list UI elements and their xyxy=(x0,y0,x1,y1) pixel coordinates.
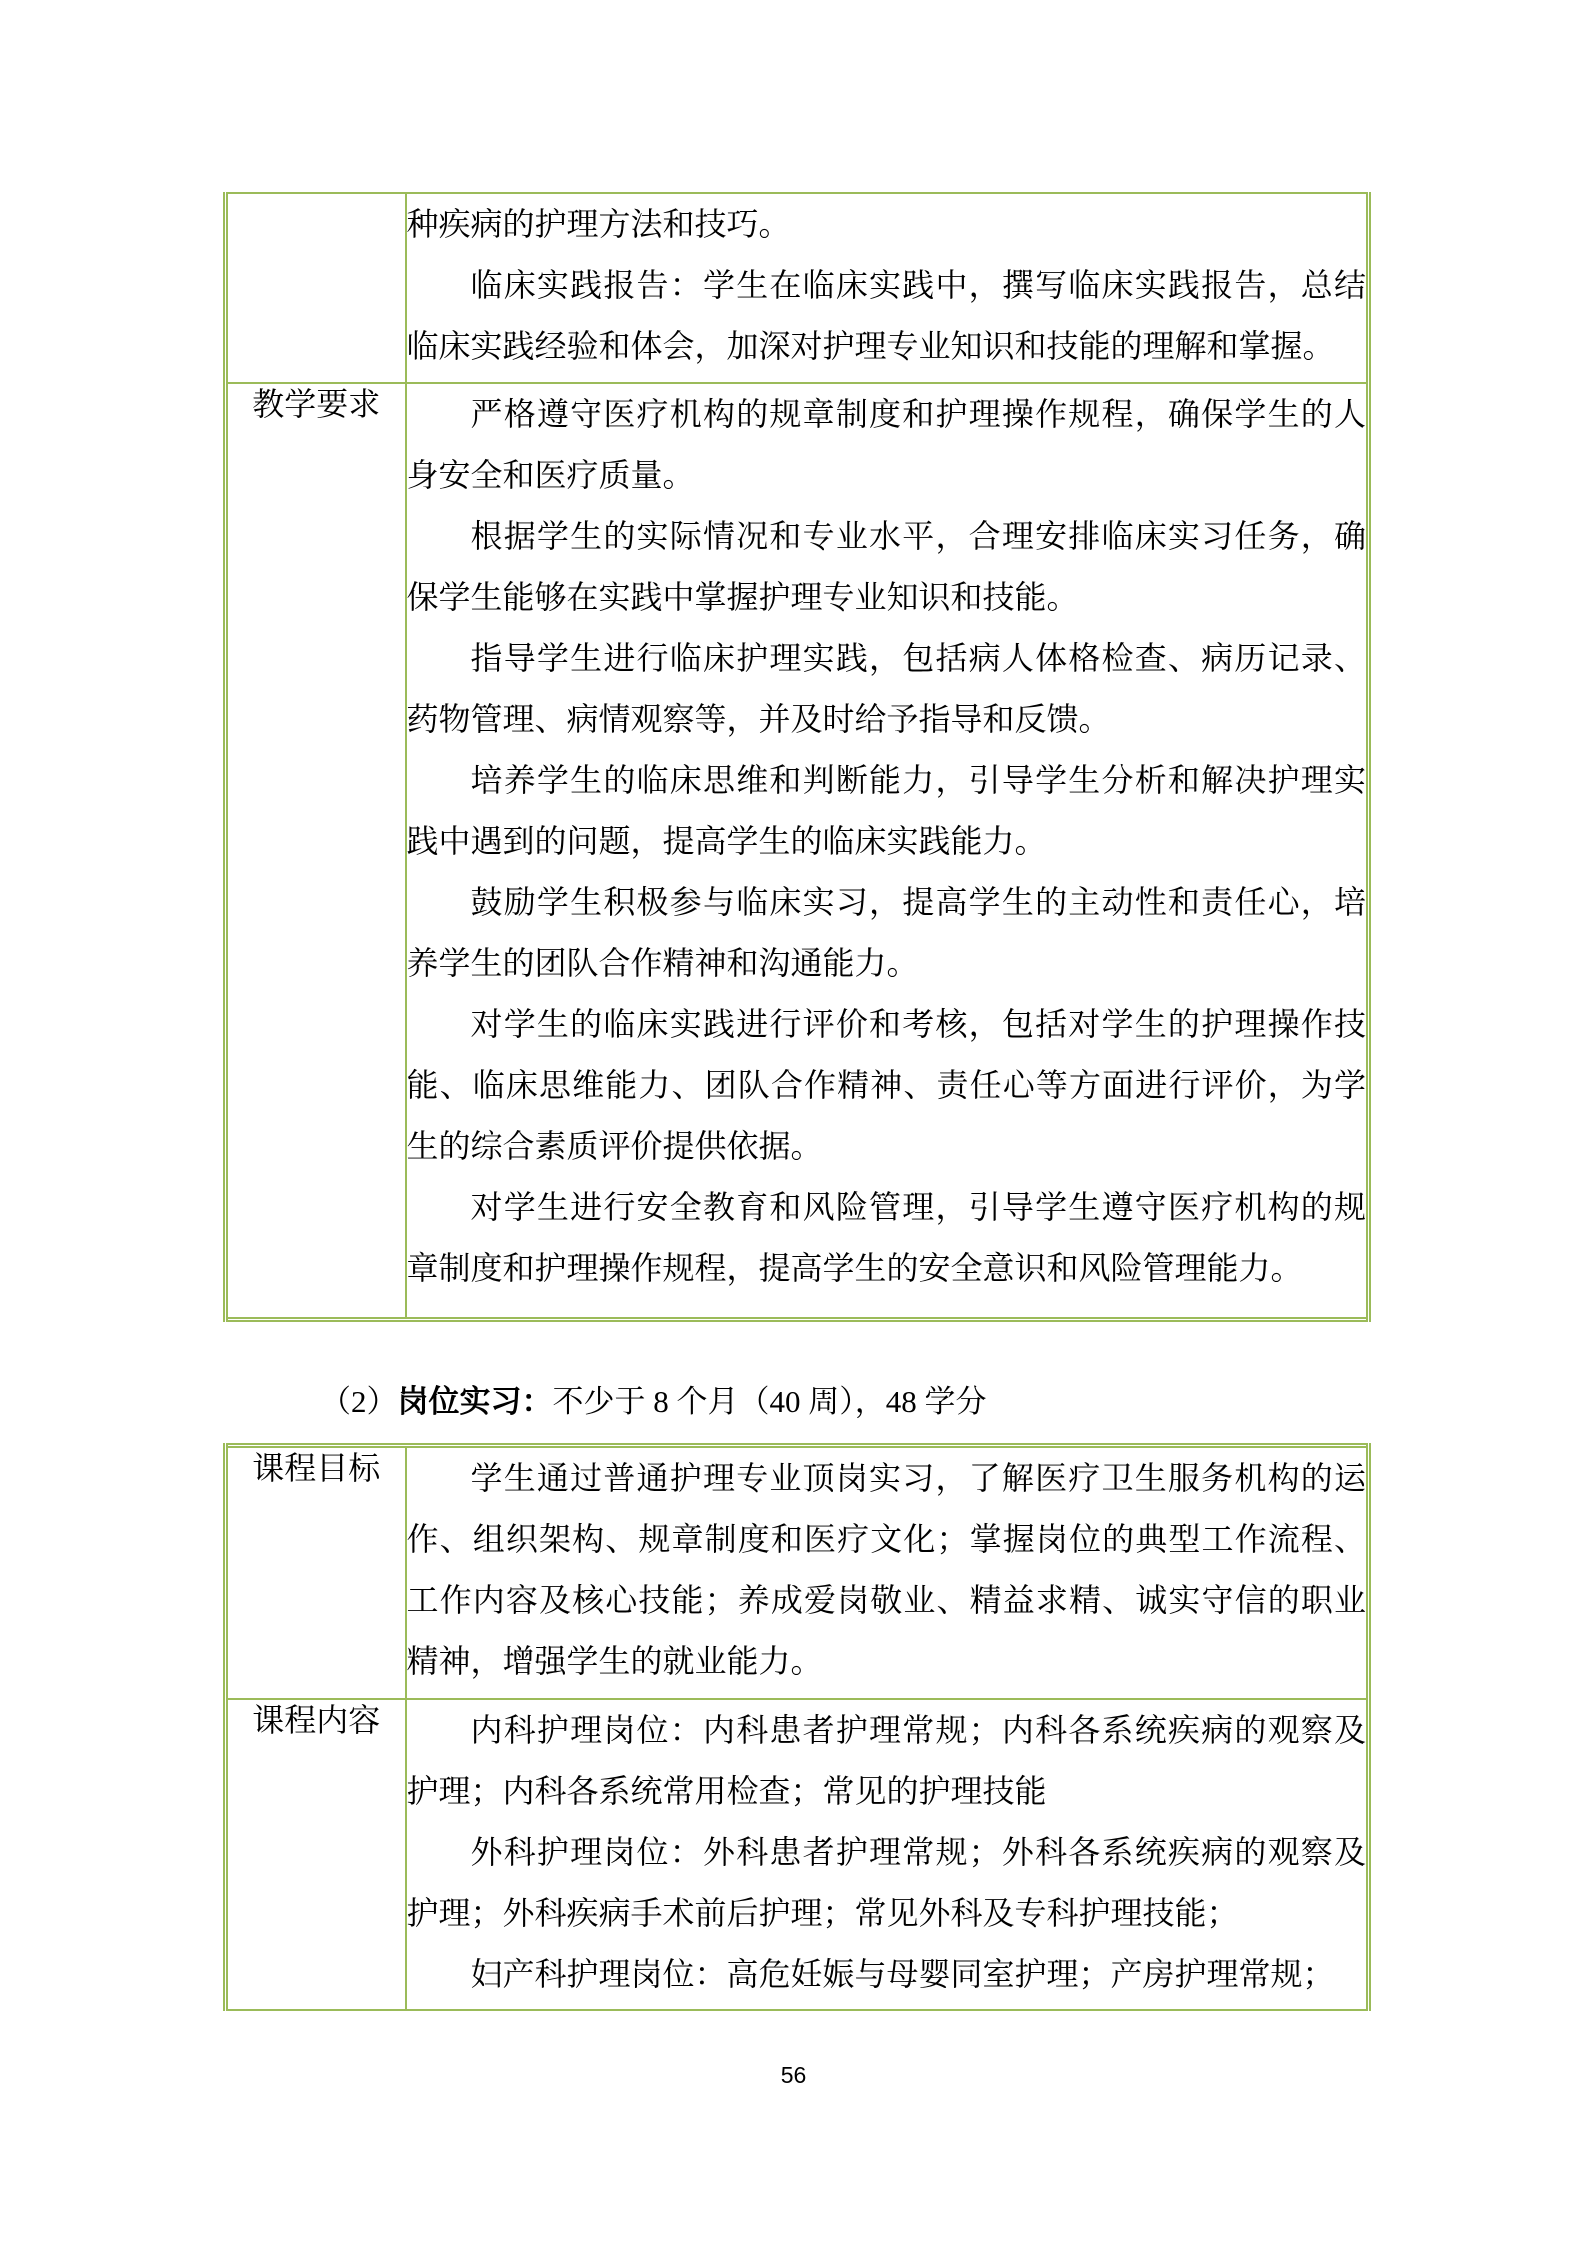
row-label-cell: 教学要求 xyxy=(226,383,406,1319)
cell-text xyxy=(407,384,1367,1314)
paragraph: 临床实践报告：学生在临床实践中，撰写临床实践报告，总结临床实践经验和体会，加深对护理专业知识和技能的理解和掌握。 xyxy=(406,267,1366,364)
row-label-cell xyxy=(226,193,406,383)
paragraph: 鼓励学生积极参与临床实习，提高学生的主动性和责任心，培养学生的团队合作精神和沟通能力。 xyxy=(406,884,1366,981)
paragraph: 妇产科护理岗位：高危妊娠与母婴同室护理；产房护理常规； xyxy=(470,1955,1335,1992)
paragraph: 根据学生的实际情况和专业水平，合理安排临床实习任务，确保学生能够在实践中掌握护理专业知识和技能。 xyxy=(406,518,1366,615)
row-label-cell: 课程目标 xyxy=(226,1446,406,1699)
table-row xyxy=(226,193,1369,383)
cell-text xyxy=(407,1700,1367,2004)
table-row xyxy=(226,383,1369,1319)
heading-detail: 不少于 8 个月（40 周），48 学分 xyxy=(552,1384,987,1419)
paragraph: 学生通过普通护理专业顶岗实习，了解医疗卫生服务机构的运作、组织架构、规章制度和医疗文化；掌握岗位的典型工作流程、工作内容及核心技能；养成爱岗敬业、精益求精、诚实守信的职业精神，增强学生的就业能力。 xyxy=(406,1460,1366,1679)
heading-title: 岗位实习： xyxy=(397,1384,553,1419)
table-row xyxy=(226,1446,1369,1699)
course-internship-table xyxy=(223,1443,1371,2011)
paragraph: 对学生的临床实践进行评价和考核，包括对学生的护理操作技能、临床思维能力、团队合作精神、责任心等方面进行评价，为学生的综合素质评价提供依据。 xyxy=(406,1006,1366,1164)
row-content-cell xyxy=(406,383,1369,1319)
paragraph: 培养学生的临床思维和判断能力，引导学生分析和解决护理实践中遇到的问题，提高学生的临床实践能力。 xyxy=(406,762,1366,859)
row-content-cell xyxy=(406,1446,1369,1699)
paragraph: 种疾病的护理方法和技巧。 xyxy=(406,206,791,242)
paragraph: 严格遵守医疗机构的规章制度和护理操作规程，确保学生的人身安全和医疗质量。 xyxy=(406,396,1366,493)
row-label-cell: 课程内容 xyxy=(226,1699,406,2010)
paragraph: 指导学生进行临床护理实践，包括病人体格检查、病历记录、药物管理、病情观察等，并及时给予指导和反馈。 xyxy=(406,640,1366,737)
cell-text xyxy=(407,194,1367,378)
teaching-requirements-table xyxy=(223,192,1371,1322)
paragraph: 内科护理岗位：内科患者护理常规；内科各系统疾病的观察及护理；内科各系统常用检查；常见的护理技能 xyxy=(406,1711,1366,1809)
paragraph: 对学生进行安全教育和风险管理，引导学生遵守医疗机构的规章制度和护理操作规程，提高学生的安全意识和风险管理能力。 xyxy=(406,1189,1366,1286)
table-row xyxy=(226,1699,1369,2010)
row-content-cell xyxy=(406,193,1369,383)
page-number: 56 xyxy=(780,2062,807,2088)
heading-prefix: （2） xyxy=(320,1384,398,1419)
section-heading xyxy=(223,1378,1366,1426)
paragraph: 外科护理岗位：外科患者护理常规；外科各系统疾病的观察及护理；外科疾病手术前后护理；常见外科及专科护理技能； xyxy=(406,1833,1366,1931)
cell-text xyxy=(407,1448,1367,1695)
row-content-cell xyxy=(406,1699,1369,2010)
